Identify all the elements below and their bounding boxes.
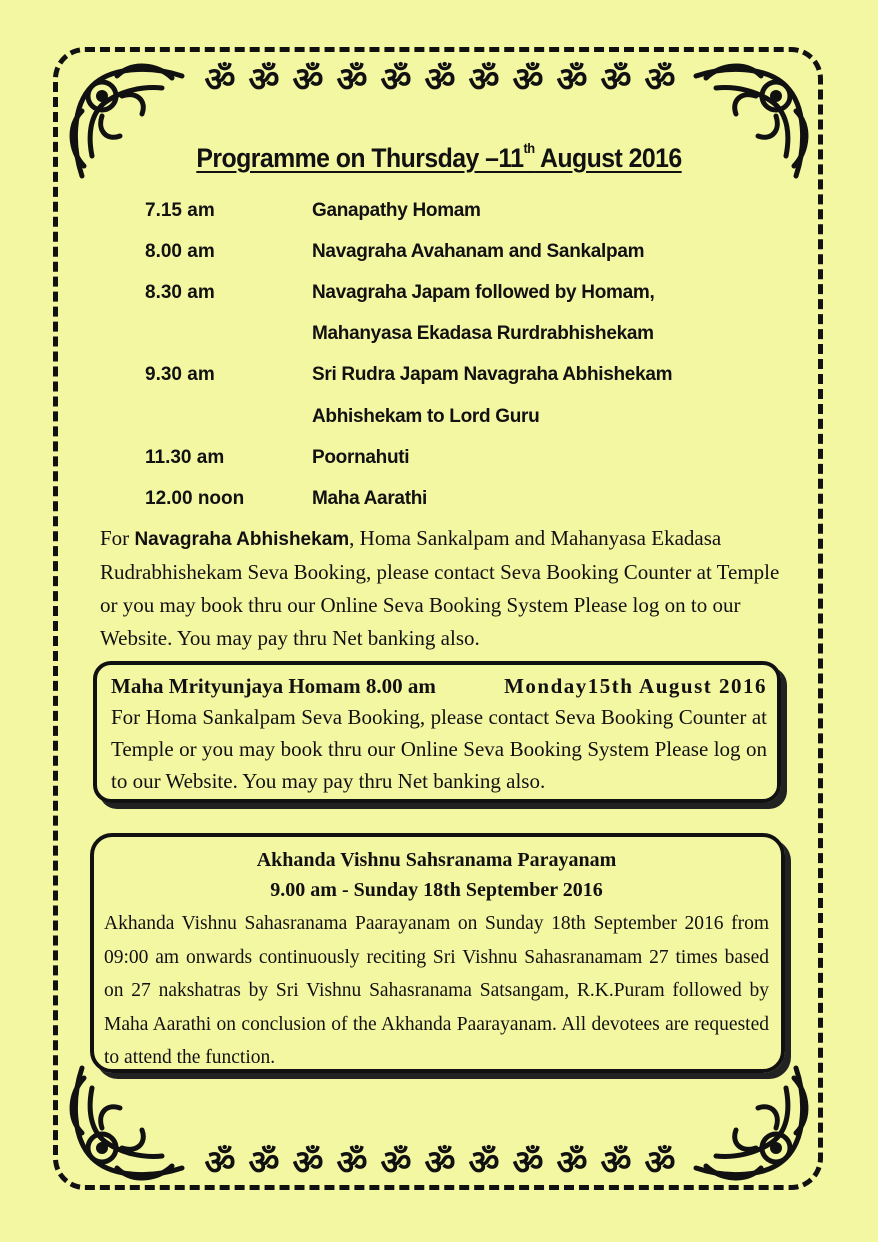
- om-icon: ॐ: [380, 1143, 412, 1183]
- om-icon: ॐ: [468, 1143, 500, 1183]
- schedule-row: [145, 272, 785, 313]
- om-icon: ॐ: [380, 60, 412, 100]
- seva-lead: For: [100, 526, 135, 550]
- om-icon: ॐ: [336, 1143, 368, 1183]
- schedule-event: Poornahuti: [312, 446, 410, 468]
- om-icon: ॐ: [600, 1143, 632, 1183]
- om-icon: ॐ: [204, 1143, 236, 1183]
- mrityunjaya-head-right: Monday15th August 2016: [504, 674, 767, 698]
- om-icon: ॐ: [556, 60, 588, 100]
- om-border-bottom: [200, 1143, 680, 1183]
- seva-bold: Navagraha Abhishekam: [134, 529, 350, 550]
- schedule-event: Ganapathy Homam: [312, 199, 481, 221]
- schedule-time: 8.00 am: [145, 240, 215, 262]
- mrityunjaya-heading: [111, 671, 767, 701]
- corner-ornament-icon: [686, 1058, 816, 1188]
- title-suffix: August 2016: [534, 143, 682, 173]
- akhanda-body: Akhanda Vishnu Sahasranama Paarayanam on Sunday 18th September 2016 from 09:00 am onwards continuously reciting Sri Vishnu Sahasranamam 27 times based on 27 nakshatras by Sri Vishnu Sahasranama Satsangam, R.K.Puram followed by Maha Aarathi on conclusion of the Akhanda Paarayanam. All devotees are requested to attend the function.: [104, 913, 769, 1069]
- om-icon: ॐ: [512, 1143, 544, 1183]
- om-icon: ॐ: [468, 60, 500, 100]
- mrityunjaya-head-left: Maha Mrityunjaya Homam 8.00 am: [111, 674, 436, 698]
- om-icon: ॐ: [644, 1143, 676, 1183]
- schedule-row: [145, 437, 785, 478]
- schedule-list: [145, 190, 785, 520]
- om-icon: ॐ: [204, 60, 236, 100]
- om-icon: ॐ: [292, 60, 324, 100]
- schedule-event: Navagraha Japam followed by Homam,: [312, 281, 655, 303]
- schedule-event: Maha Aarathi: [312, 487, 428, 509]
- om-icon: ॐ: [512, 60, 544, 100]
- schedule-event: Navagraha Avahanam and Sankalpam: [312, 240, 645, 262]
- schedule-event: Sri Rudra Japam Navagraha Abhishekam: [312, 364, 673, 386]
- om-icon: ॐ: [644, 60, 676, 100]
- title-prefix: Programme on Thursday –11: [196, 143, 524, 173]
- akhanda-date: 9.00 am - Sunday 18th September 2016: [270, 879, 603, 901]
- om-icon: ॐ: [424, 60, 456, 100]
- schedule-row: [145, 478, 785, 519]
- schedule-time: 8.30 am: [145, 281, 215, 303]
- om-border-top: [200, 60, 680, 100]
- akhanda-heading: Akhanda Vishnu Sahsranama Parayanam: [256, 849, 617, 871]
- mrityunjaya-body: For Homa Sankalpam Seva Booking, please contact Seva Booking Counter at Temple or you may book thru our Online Seva Booking System Please log on to our Website. You may pay thru Net banking also.: [111, 705, 767, 793]
- akhanda-box: [90, 833, 785, 1073]
- schedule-time: 12.00 noon: [145, 487, 245, 509]
- schedule-row: [145, 231, 785, 272]
- schedule-event: Mahanyasa Ekadasa Rurdrabhishekam: [312, 323, 654, 345]
- om-icon: ॐ: [600, 60, 632, 100]
- schedule-time: 9.30 am: [145, 364, 215, 386]
- mrityunjaya-box: [93, 661, 781, 803]
- om-icon: ॐ: [248, 60, 280, 100]
- schedule-time: 7.15 am: [145, 199, 215, 221]
- seva-rest: , Homa Sankalpam and Mahanyasa Ekadasa Rudrabhishekam Seva Booking, please contact Seva Booking Counter at Temple or you may book thru our Online Seva Booking System Please log on to our Website. You may pay thru Net banking also.: [100, 526, 780, 650]
- schedule-event: Abhishekam to Lord Guru: [312, 405, 540, 427]
- om-icon: ॐ: [336, 60, 368, 100]
- schedule-time: 11.30 am: [145, 446, 225, 468]
- title-sup: th: [523, 140, 535, 156]
- corner-ornament-icon: [62, 1058, 192, 1188]
- seva-booking-paragraph: [100, 522, 790, 655]
- om-icon: ॐ: [292, 1143, 324, 1183]
- schedule-row: [145, 314, 785, 355]
- page-title: [35, 140, 843, 174]
- om-icon: ॐ: [556, 1143, 588, 1183]
- schedule-row: [145, 355, 785, 396]
- schedule-row: [145, 396, 785, 437]
- schedule-row: [145, 190, 785, 231]
- om-icon: ॐ: [248, 1143, 280, 1183]
- om-icon: ॐ: [424, 1143, 456, 1183]
